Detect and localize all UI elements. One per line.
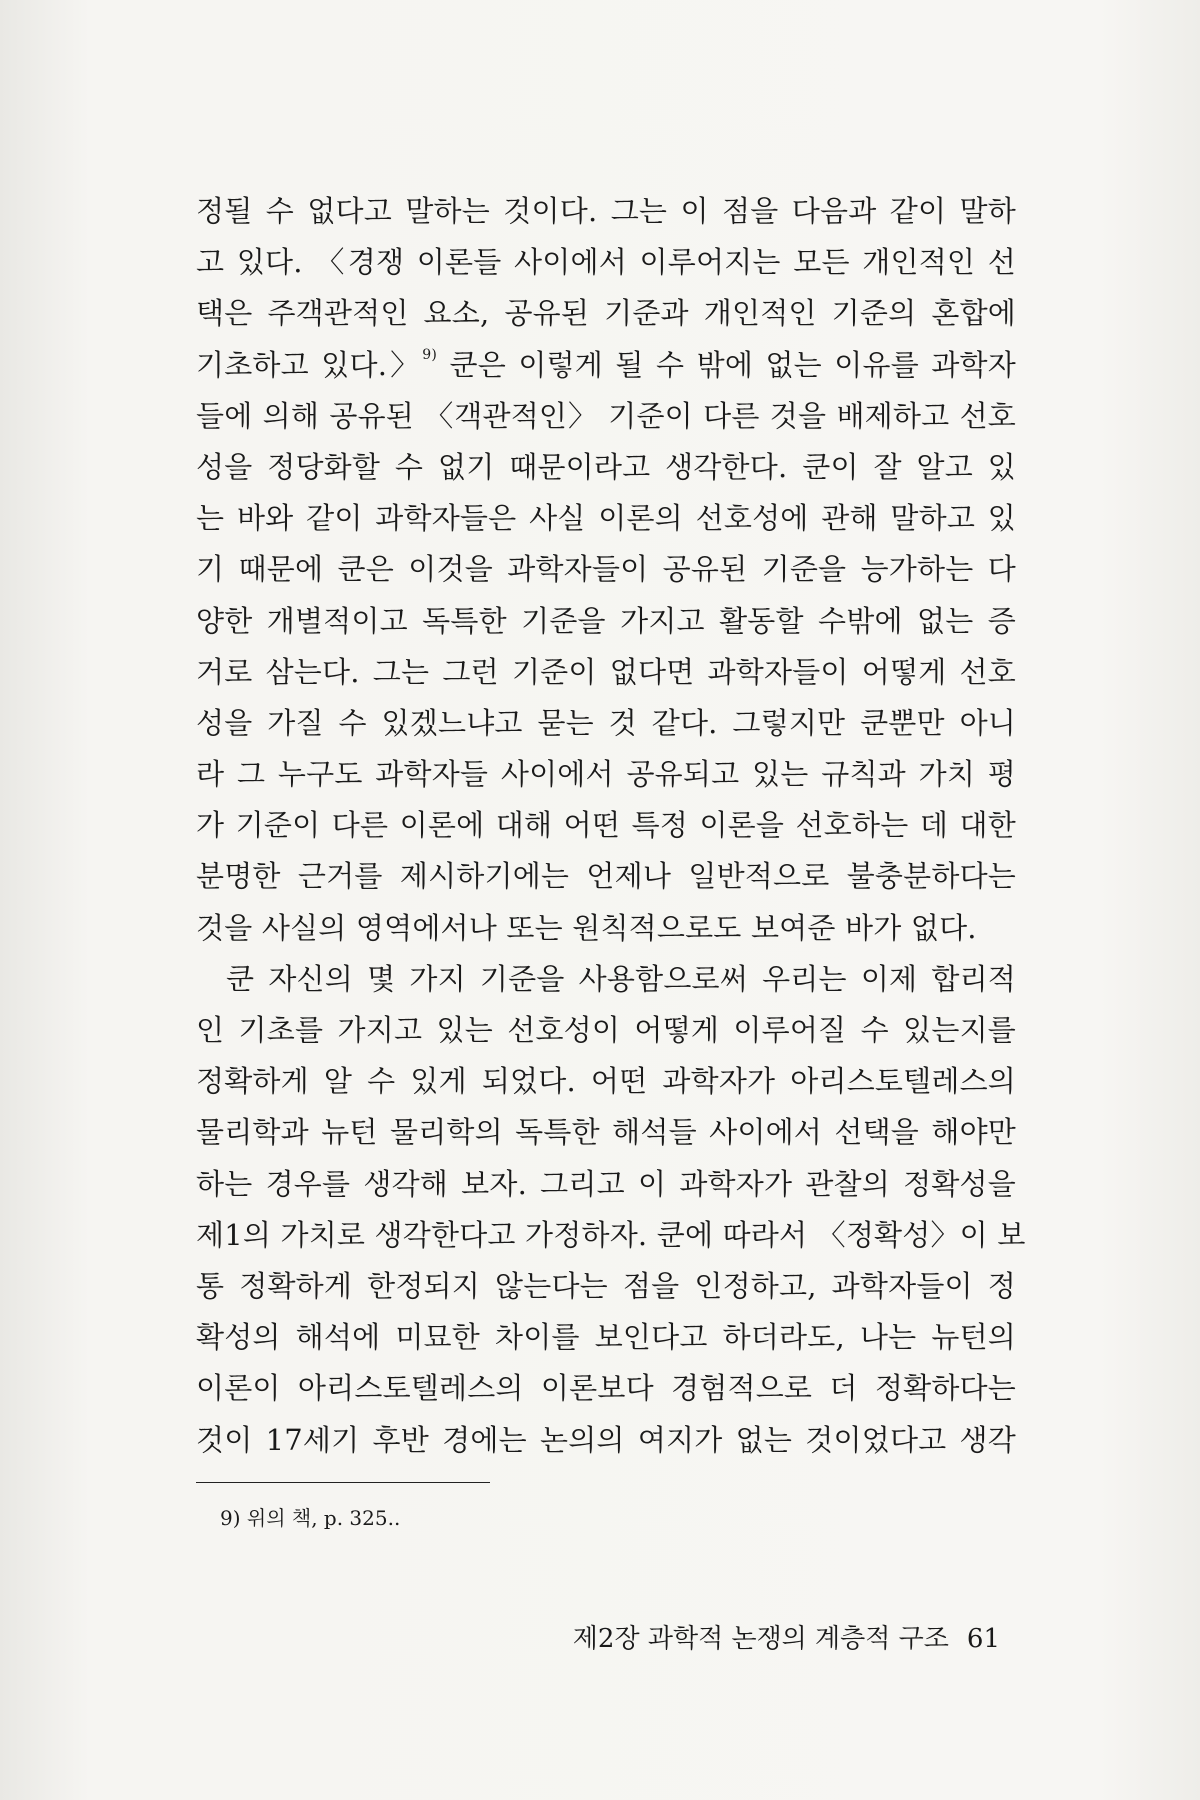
text-line: 분명한 근거를 제시하기에는 언제나 일반적으로 불충분하다는 xyxy=(196,859,1016,894)
text-line: 통 정확하게 한정되지 않는다는 점을 인정하고, 과학자들이 정 xyxy=(196,1268,1016,1303)
text-line: 성을 정당화할 수 없기 때문이라고 생각한다. 쿤이 잘 알고 있 xyxy=(196,449,1016,484)
body-text xyxy=(196,186,1026,1466)
text-line: 물리학과 뉴턴 물리학의 독특한 해석들 사이에서 선택을 해야만 xyxy=(196,1115,1016,1150)
text-line: 택은 주객관적인 요소, 공유된 기준과 개인적인 기준의 혼합에 xyxy=(196,296,1016,331)
text-line: 확성의 해석에 미묘한 차이를 보인다고 하더라도, 나는 뉴턴의 xyxy=(196,1320,1016,1355)
footnote-divider xyxy=(196,1482,490,1483)
text-line: 가 기준이 다른 이론에 대해 어떤 특정 이론을 선호하는 데 대한 xyxy=(196,808,1016,843)
text-line: 것이 17세기 후반 경에는 논의의 여지가 없는 것이었다고 생각 xyxy=(196,1422,1016,1457)
text-segment: 기초하고 있다.〉 xyxy=(196,347,423,382)
text-line: 거로 삼는다. 그는 그런 기준이 없다면 과학자들이 어떻게 선호 xyxy=(196,654,1016,689)
text-line: 는 바와 같이 과학자들은 사실 이론의 선호성에 관해 말하고 있 xyxy=(196,501,1016,536)
text-line: 정될 수 없다고 말하는 것이다. 그는 이 점을 다음과 같이 말하 xyxy=(196,194,1016,228)
page-footer xyxy=(573,1622,1000,1656)
text-line xyxy=(196,340,1016,391)
text-line: 정확하게 알 수 있게 되었다. 어떤 과학자가 아리스토텔레스의 xyxy=(196,1064,1016,1099)
text-line: 라 그 누구도 과학자들 사이에서 공유되고 있는 규칙과 가치 평 xyxy=(196,757,1016,792)
text-segment: 쿤은 이렇게 될 수 밖에 없는 이유를 과학자 xyxy=(437,347,1016,382)
text-line: 고 있다. 〈경쟁 이론들 사이에서 이루어지는 모든 개인적인 선 xyxy=(196,245,1016,280)
text-line: 것을 사실의 영역에서나 또는 원칙적으로도 보여준 바가 없다. xyxy=(196,910,977,945)
paragraph-start-line: 쿤 자신의 몇 가지 기준을 사용함으로써 우리는 이제 합리적 xyxy=(226,961,1016,996)
page-number: 61 xyxy=(966,1624,1000,1654)
text-line: 양한 개별적이고 독특한 기준을 가지고 활동할 수밖에 없는 증 xyxy=(196,603,1016,638)
text-line: 이론이 아리스토텔레스의 이론보다 경험적으로 더 정확하다는 xyxy=(196,1371,1016,1406)
footnote: 9) 위의 책, p. 325.. xyxy=(220,1506,401,1530)
footnote-reference: 9) xyxy=(422,346,438,363)
running-title: 제2장 과학적 논쟁의 계층적 구조 xyxy=(572,1624,949,1654)
text-line: 하는 경우를 생각해 보자. 그리고 이 과학자가 관찰의 정확성을 xyxy=(196,1166,1016,1201)
text-line: 성을 가질 수 있겠느냐고 묻는 것 같다. 그렇지만 쿤뿐만 아니 xyxy=(196,705,1016,740)
text-line: 인 기초를 가지고 있는 선호성이 어떻게 이루어질 수 있는지를 xyxy=(196,1013,1016,1047)
text-line: 기 때문에 쿤은 이것을 과학자들이 공유된 기준을 능가하는 다 xyxy=(196,552,1016,587)
text-line: 들에 의해 공유된 〈객관적인〉 기준이 다른 것을 배제하고 선호 xyxy=(196,398,1016,433)
text-line: 제1의 가치로 생각한다고 가정하자. 쿤에 따라서 〈정확성〉이 보 xyxy=(196,1217,1026,1252)
